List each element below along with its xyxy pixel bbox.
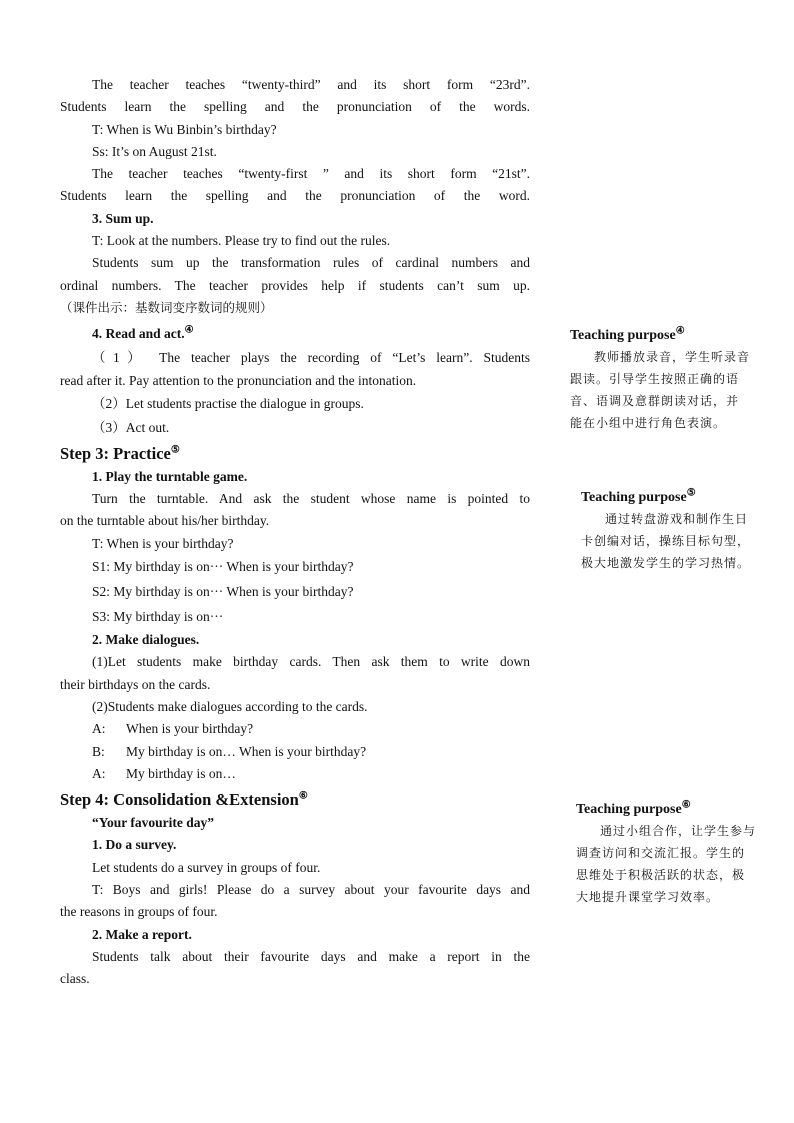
paragraph-line: Students learn the spelling and the pronunciation of the words. [60, 99, 530, 115]
dialogue-line: A: When is your birthday? [92, 721, 254, 737]
paragraph-line: The teacher teaches “twenty-first ” and its short form “21st”. [92, 166, 530, 182]
teaching-purpose-note [570, 326, 750, 434]
dialogue-line: S2: My birthday is on··· When is your birthday? [92, 584, 354, 600]
footnote-mark: ④ [184, 324, 194, 336]
courseware-note: （课件出示：基数词变序数词的规则） [60, 299, 273, 315]
paragraph-line: （1） The teacher plays the recording of “Let’s learn”. Students [92, 349, 530, 365]
footnote-mark: ⑤ [170, 444, 180, 456]
lesson-body [60, 74, 530, 991]
sub-heading: 2. Make dialogues. [92, 632, 200, 648]
paragraph-line: （3）Act out. [92, 419, 170, 435]
teacher-line: T: When is Wu Binbin’s birthday? [92, 121, 277, 137]
paragraph-line: (1)Let students make birthday cards. Then ask them to write down [92, 654, 530, 670]
paragraph-line: Students talk about their favourite days and make a report in the [92, 948, 530, 964]
step-heading: Step 3: Practice⑤ [60, 443, 180, 463]
note-heading: Teaching purpose④ [570, 325, 685, 343]
sub-heading: 1. Play the turntable game. [92, 468, 248, 484]
paragraph-line: ordinal numbers. The teacher provides help if students can’t sum up. [60, 277, 530, 293]
paragraph-line: Let students do a survey in groups of four. [92, 859, 321, 875]
teaching-purpose-note [581, 488, 751, 574]
dialogue-line: T: When is your birthday? [92, 535, 234, 551]
students-line: Ss: It’s on August 21st. [92, 143, 217, 159]
paragraph-line: (2)Students make dialogues according to the cards. [92, 698, 368, 714]
paragraph-line: class. [60, 971, 90, 987]
footnote-mark: ④ [675, 325, 685, 337]
sub-heading: “Your favourite day” [92, 815, 215, 831]
note-text: 教师播放录音，学生听录音跟读。引导学生按照正确的语音、语调及意群朗读对话，并能在小组中进行角色表演。 [570, 350, 751, 430]
paragraph-line: on the turntable about his/her birthday. [60, 513, 270, 529]
paragraph-line: Students learn the spelling and the pronunciation of the word. [60, 188, 530, 204]
teacher-line: T: Look at the numbers. Please try to find out the rules. [92, 233, 391, 249]
note-text: 通过小组合作，让学生参与调查访问和交流汇报。学生的思维处于积极活跃的状态，极大地提升课堂学习效率。 [576, 824, 757, 904]
teaching-purpose-note [576, 800, 756, 908]
paragraph-line: read after it. Pay attention to the pronunciation and the intonation. [60, 372, 417, 388]
footnote-mark: ⑤ [686, 487, 696, 499]
paragraph-line: their birthdays on the cards. [60, 676, 211, 692]
sub-heading: 3. Sum up. [92, 210, 154, 226]
dialogue-line: S3: My birthday is on··· [92, 609, 224, 625]
sub-heading: 4. Read and act.④ [92, 324, 194, 342]
dialogue-line: S1: My birthday is on··· When is your birthday? [92, 559, 354, 575]
paragraph-line: Turn the turntable. And ask the student whose name is pointed to [92, 491, 530, 507]
paragraph-line: the reasons in groups of four. [60, 904, 218, 920]
dialogue-line: B: My birthday is on… When is your birthday? [92, 743, 367, 759]
sub-heading: 2. Make a report. [92, 926, 192, 942]
footnote-mark: ⑥ [298, 790, 308, 802]
note-text: 通过转盘游戏和制作生日卡创编对话，操练目标句型，极大地激发学生的学习热情。 [581, 512, 751, 570]
paragraph-line: Students sum up the transformation rules of cardinal numbers and [92, 255, 530, 271]
footnote-mark: ⑥ [681, 799, 691, 811]
paragraph-line: The teacher teaches “twenty-third” and its short form “23rd”. [92, 77, 530, 92]
dialogue-line: A: My birthday is on… [92, 765, 236, 781]
step-heading: Step 4: Consolidation &Extension⑥ [60, 790, 308, 810]
note-heading: Teaching purpose⑤ [581, 487, 696, 505]
paragraph-line: T: Boys and girls! Please do a survey about your favourite days and [92, 882, 530, 898]
note-heading: Teaching purpose⑥ [576, 799, 691, 817]
paragraph-line: （2）Let students practise the dialogue in groups. [92, 395, 364, 411]
sub-heading: 1. Do a survey. [92, 837, 177, 853]
